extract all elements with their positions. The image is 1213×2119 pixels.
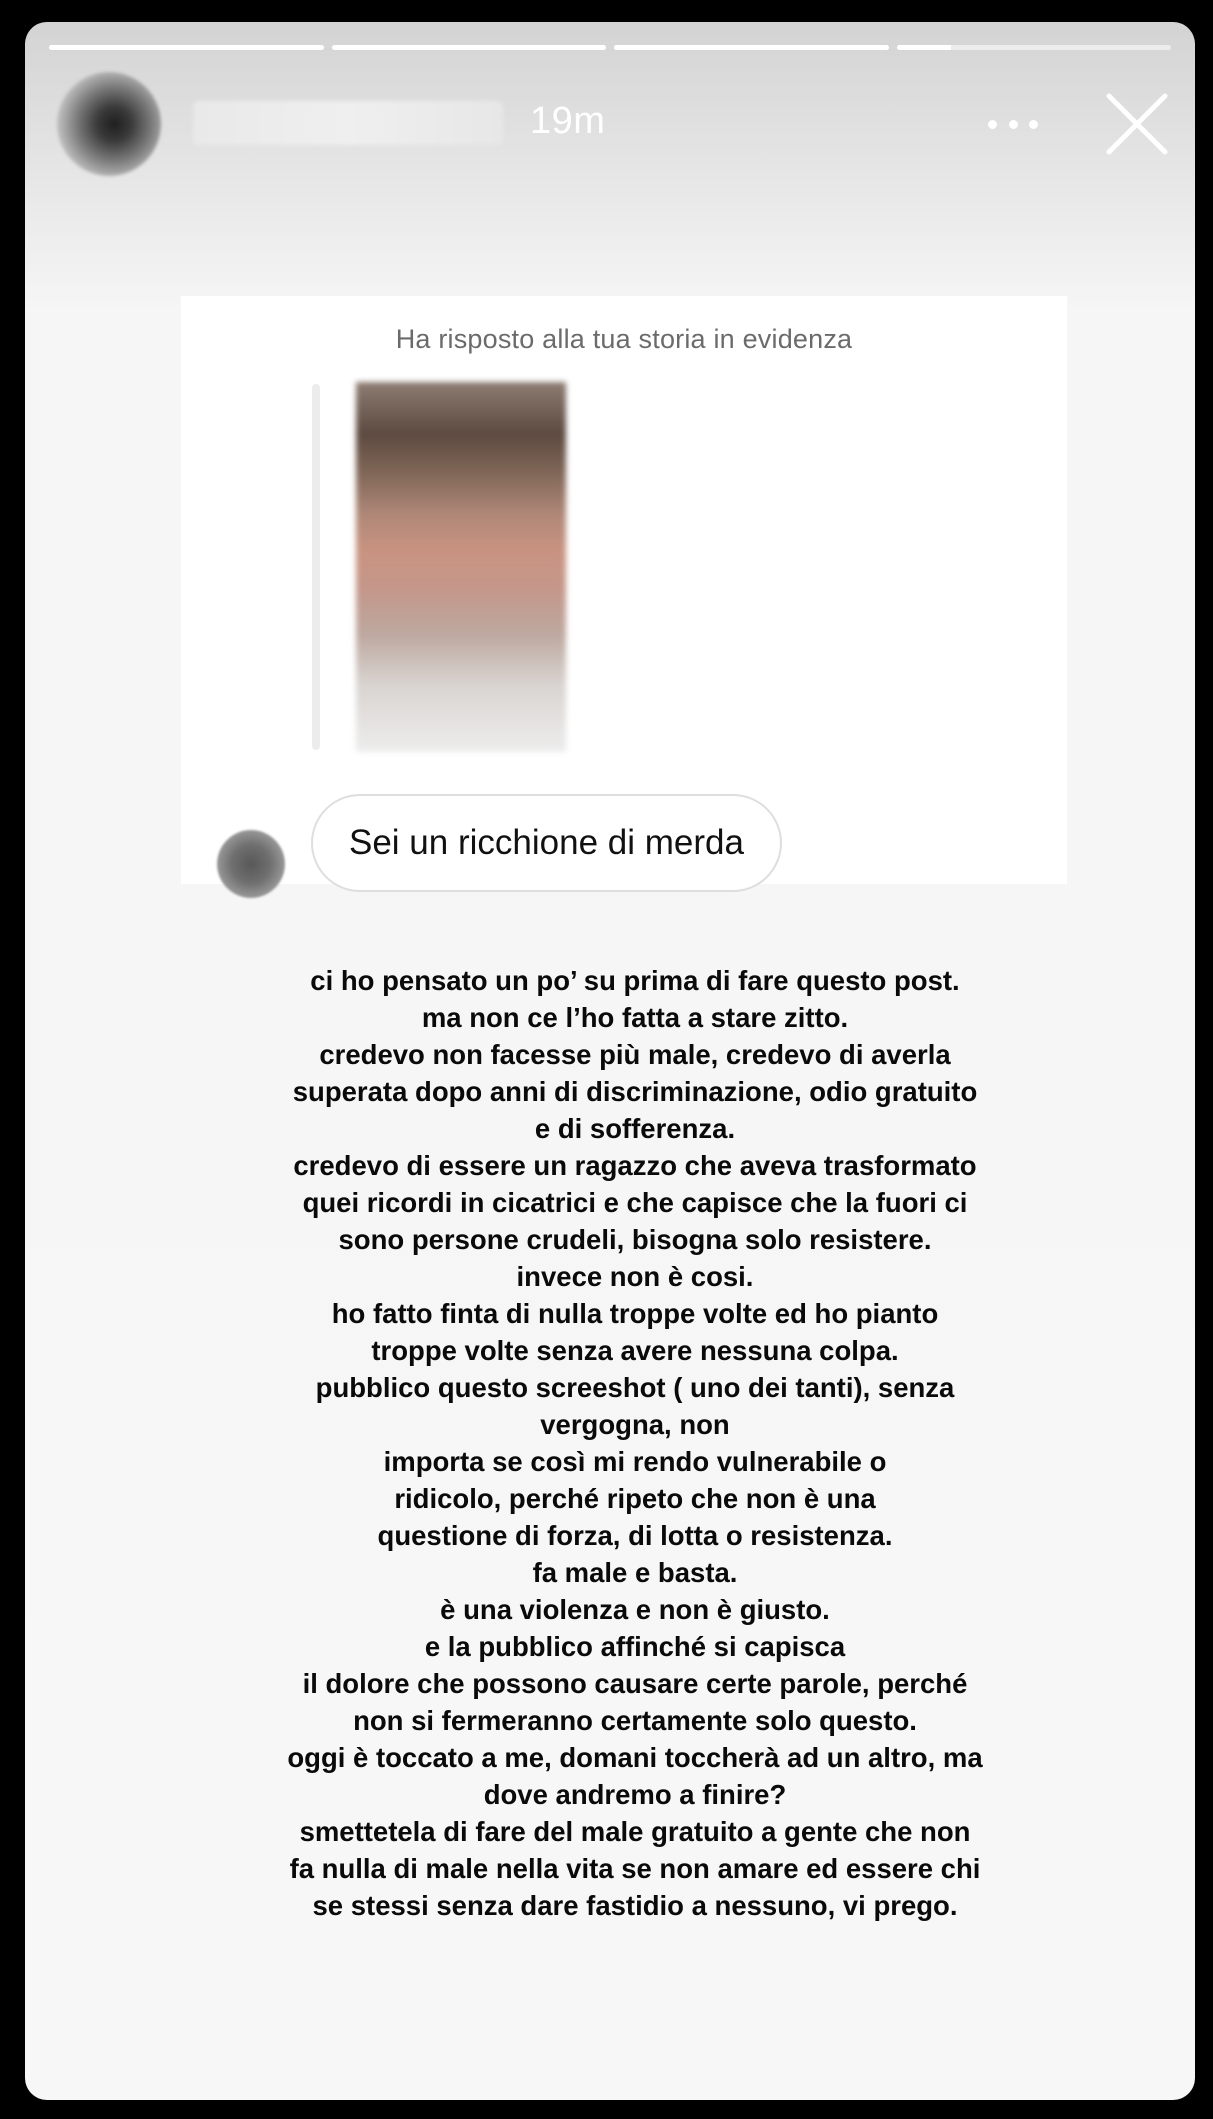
story-text-line: il dolore che possono causare certe parole, perché <box>302 1668 968 1699</box>
story-text-line: credevo non facesse più male, credevo di averla <box>319 1039 951 1070</box>
story-text-line: e la pubblico affinché si capisca <box>424 1631 846 1662</box>
progress-segment <box>49 45 324 50</box>
story-text-line: fa male e basta. <box>532 1557 738 1588</box>
more-dot <box>1009 120 1018 129</box>
story-text-block <box>105 962 1165 1924</box>
story-text-line: invece non è cosi. <box>516 1261 754 1292</box>
message-text: Sei un ricchione di merda <box>349 823 744 862</box>
story-viewer[interactable] <box>25 22 1195 2100</box>
progress-fill <box>614 45 889 50</box>
progress-segment <box>332 45 607 50</box>
more-horizontal-icon[interactable] <box>988 118 1038 130</box>
story-text-line: ci ho pensato un po’ su prima di fare questo post. <box>310 965 960 996</box>
story-progress-bars <box>49 45 1171 51</box>
story-text-line: e di sofferenza. <box>534 1113 736 1144</box>
progress-segment <box>614 45 889 50</box>
story-text-line: ho fatto finta di nulla troppe volte ed ho pianto <box>331 1298 939 1329</box>
reply-quote-bar <box>312 384 320 750</box>
close-icon[interactable] <box>1103 90 1171 158</box>
more-dot <box>1029 120 1038 129</box>
story-text-line: importa se così mi rendo vulnerabile o <box>383 1446 887 1477</box>
reply-caption: Ha risposto alla tua storia in evidenza <box>395 324 853 354</box>
progress-fill <box>897 45 952 50</box>
author-username-redacted[interactable] <box>193 101 503 145</box>
message-bubble <box>311 794 782 892</box>
story-text-line: smettetela di fare del male gratuito a gente che non <box>299 1816 971 1847</box>
story-text-line: è una violenza e non è giusto. <box>440 1594 830 1625</box>
story-text-line: oggi è toccato a me, domani toccherà ad un altro, ma <box>287 1742 983 1773</box>
progress-segment <box>897 45 1172 50</box>
story-timestamp: 19m <box>530 100 606 142</box>
story-text-line: superata dopo anni di discriminazione, odio gratuito <box>292 1076 978 1107</box>
story-text-line: credevo di essere un ragazzo che aveva trasformato <box>293 1150 977 1181</box>
dm-screenshot <box>181 296 1067 884</box>
story-text-line: fa nulla di male nella vita se non amare ed essere chi <box>289 1853 981 1884</box>
progress-fill <box>49 45 324 50</box>
more-dot <box>988 120 997 129</box>
story-text-line: questione di forza, di lotta o resistenza. <box>377 1520 893 1551</box>
story-text-line: troppe volte senza avere nessuna colpa. <box>371 1335 899 1366</box>
story-text-line: dove andremo a finire? <box>483 1779 787 1810</box>
story-text-line: se stessi senza dare fastidio a nessuno, vi prego. <box>312 1890 958 1921</box>
story-text-line: sono persone crudeli, bisogna solo resistere. <box>338 1224 932 1255</box>
story-thumbnail-blurred <box>356 382 566 752</box>
progress-fill <box>332 45 607 50</box>
story-text-line: ridicolo, perché ripeto che non è una <box>394 1483 876 1514</box>
story-text-line: quei ricordi in cicatrici e che capisce che la fuori ci <box>302 1187 968 1218</box>
sender-avatar <box>217 830 285 898</box>
author-avatar[interactable] <box>57 72 161 176</box>
story-text-line: ma non ce l’ho fatta a stare zitto. <box>421 1002 849 1033</box>
story-text-line: pubblico questo screeshot ( uno dei tanti), senza <box>315 1372 955 1403</box>
story-text-line: non si fermeranno certamente solo questo. <box>353 1705 917 1736</box>
story-text-line: vergogna, non <box>540 1409 730 1440</box>
